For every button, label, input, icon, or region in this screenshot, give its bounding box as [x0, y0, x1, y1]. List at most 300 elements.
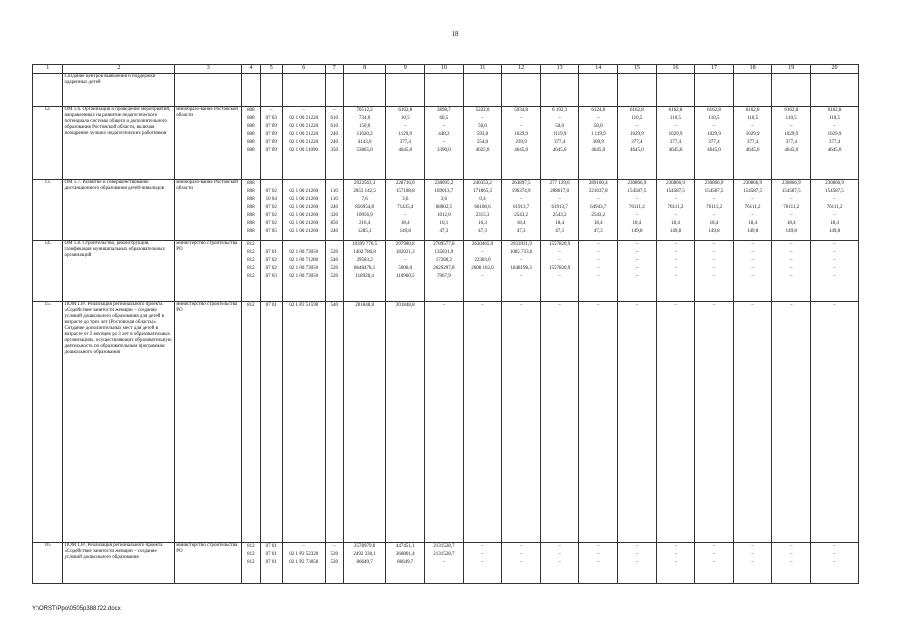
budget-table	[32, 64, 859, 584]
cell-value: 6 192,3	[552, 108, 568, 113]
value-cell	[325, 180, 343, 241]
value-cell	[772, 107, 811, 180]
cell-value: 1029,9	[514, 132, 528, 137]
table-row	[33, 543, 859, 584]
cell-value: 6162,8	[629, 108, 644, 113]
cell-value: 360801,4	[395, 552, 415, 557]
cell-value: 812	[247, 544, 255, 549]
cell-value: 812	[247, 274, 255, 279]
value-cell	[463, 241, 502, 302]
cell-value: 1402 786,8	[353, 250, 376, 255]
cell-value: 135031,9	[434, 250, 454, 255]
value-cell	[502, 107, 541, 180]
executor: министерство строительства РО	[175, 241, 242, 302]
cell-value: –	[751, 258, 754, 263]
cell-value: 520	[330, 274, 338, 279]
cell-value: –	[833, 197, 836, 202]
cell-value: 154587,5	[627, 189, 647, 194]
cell-value: 808	[247, 213, 255, 218]
cell-value: 4645,0	[707, 148, 721, 153]
value-cell	[772, 241, 811, 302]
cell-value: –	[674, 303, 677, 308]
value-cell	[502, 302, 541, 543]
value-cell	[618, 302, 657, 543]
cell-value: 2629297,8	[433, 266, 455, 271]
cell-value: 520	[330, 552, 338, 557]
cell-value: –	[597, 258, 600, 263]
column-header: 7	[325, 65, 343, 74]
value-cell	[425, 302, 464, 543]
cell-value: 238095,2	[434, 181, 454, 186]
cell-value: 812	[247, 258, 255, 263]
cell-value: –	[597, 560, 600, 565]
cell-value: –	[597, 552, 600, 557]
value-cell	[579, 302, 618, 543]
value-cell	[282, 241, 325, 302]
cell-value: 377,4	[631, 140, 643, 145]
cell-value: 07 05	[265, 229, 277, 234]
cell-value: 154587,5	[704, 189, 724, 194]
cell-value: 808	[247, 181, 255, 186]
cell-value: –	[712, 303, 716, 308]
cell-value: 110,5	[669, 116, 681, 121]
cell-value	[327, 180, 342, 188]
value-cell	[242, 543, 260, 584]
cell-value: 149,8	[828, 229, 841, 234]
value-cell	[343, 302, 386, 543]
cell-value: –	[674, 544, 677, 549]
footer-file-path: Y:\ORST\Ppo\0505p388.f22.docx	[32, 606, 121, 612]
cell-value: 808	[247, 132, 255, 137]
cell-value: 230866,9	[743, 181, 762, 186]
cell-value: –	[833, 266, 836, 271]
cell-value: 60,5	[439, 116, 449, 121]
value-cell	[463, 180, 502, 241]
cell-value: 110,5	[828, 116, 841, 121]
cell-value: 6162,8	[827, 108, 842, 113]
cell-value: 240	[330, 140, 338, 145]
cell-value: 1029,9	[629, 132, 644, 137]
value-cell	[579, 180, 618, 241]
value-cell	[772, 180, 811, 241]
cell-value: 1129,9	[398, 132, 413, 137]
cell-value: –	[712, 560, 716, 565]
cell-value: –	[674, 242, 677, 247]
cell-value: 240	[330, 229, 338, 234]
cell-value: –	[751, 266, 754, 271]
value-cell	[540, 241, 579, 302]
cell-value: 02 1 00 21260	[289, 221, 319, 226]
cell-value: 07 02	[265, 258, 277, 263]
cell-value: 110	[330, 197, 338, 202]
value-cell	[695, 302, 734, 543]
cell-value: 110	[330, 189, 338, 194]
value-cell	[656, 180, 695, 241]
cell-value: –	[751, 560, 754, 565]
cell-value: –	[789, 266, 793, 271]
cell-value: 5222,0	[475, 108, 490, 113]
cell-value: 4645,0	[745, 148, 760, 153]
cell-value: 07 09	[265, 140, 277, 145]
cell-value: 812	[247, 250, 255, 255]
cell-value: 07 01	[265, 544, 277, 549]
cell-value: 520	[330, 266, 338, 271]
cell-value: 169013,7	[434, 189, 454, 194]
cell-value: –	[833, 274, 836, 279]
cell-value: –	[635, 242, 639, 247]
value-cell	[325, 107, 343, 180]
cell-value: 812	[247, 560, 255, 565]
row-number: 12.	[33, 107, 63, 180]
cell-value: 110,5	[785, 116, 797, 121]
cell-value: 02 1 P2 51590	[289, 303, 319, 308]
value-cell	[282, 180, 325, 241]
value-cell	[343, 543, 386, 584]
value-cell	[242, 241, 260, 302]
cell-value: –	[833, 124, 836, 129]
cell-value: 02 1 00 73050	[289, 274, 319, 279]
cell-value: 3390,0	[437, 148, 451, 153]
cell-value: –	[481, 116, 484, 121]
value-cell	[656, 241, 695, 302]
cell-value: 47,3	[478, 229, 487, 234]
cell-value: –	[442, 124, 446, 129]
cell-value: –	[674, 552, 677, 557]
cell-value: –	[712, 213, 716, 218]
value-cell	[242, 107, 260, 180]
cell-value: –	[597, 242, 600, 247]
cell-value: 171865,3	[473, 189, 492, 194]
event-name: ОМ 1.6. Организация и проведение мероприятий, направленных на развитие педагогического потенциала системы общего и дополнительного образования Ростовской области, включая поощрение лучших педагогических работников	[63, 107, 175, 180]
cell-value: –	[558, 560, 561, 565]
cell-value: –	[789, 213, 793, 218]
cell-value: –	[519, 116, 523, 121]
cell-value: 07 02	[265, 213, 277, 218]
cell-value: 4645,0	[668, 148, 683, 153]
cell-value: –	[751, 552, 754, 557]
cell-value: 1012,0	[437, 213, 451, 218]
cell-value: –	[789, 544, 793, 549]
cell-value: –	[712, 197, 716, 202]
cell-value: 5934,8	[514, 108, 528, 113]
cell-value: 808	[247, 124, 255, 129]
cell-value: –	[833, 213, 836, 218]
value-cell	[425, 241, 464, 302]
cell-value: 277 129,6	[549, 181, 570, 186]
cell-value: 10,5	[400, 116, 410, 121]
cell-value: 02 1 00 11090	[289, 148, 318, 153]
cell-value: 808	[247, 205, 255, 210]
executor: министерство строительства РО	[175, 543, 242, 584]
cell-value: 1029,9	[827, 132, 842, 137]
event-name: ОМ 1.7. Развитие и совершенствование дистанционного образования детей-инвалидов	[63, 180, 175, 241]
value-cell	[242, 180, 260, 241]
cell-value: 812	[247, 552, 255, 557]
cell-value: 808	[247, 189, 255, 194]
value-cell	[733, 543, 772, 584]
cell-value: 1029,9	[784, 132, 799, 137]
cell-value: –	[751, 124, 754, 129]
cell-value: 18,4	[786, 221, 796, 226]
cell-value	[327, 241, 342, 249]
cell-value: 02 1 00 71280	[289, 258, 319, 263]
cell-value: –	[751, 274, 754, 279]
row-number: 13.	[33, 180, 63, 241]
cell-value: –	[519, 274, 523, 279]
value-cell	[325, 543, 343, 584]
event-name: ПОМ 1.8¹. Реализация регионального проекта «Содействие занятости женщин – создание условий дошкольного образования для детей в возрасте до трех лет (Ростовская область)». Создание дополнительных мест для детей в возрасте от 2 месяцев до 3 лет в образовательных организациях, осуществляющих образовательную деятельность по образовательным программам дошкольного образования	[63, 302, 175, 543]
column-header: 10	[425, 65, 464, 74]
cell-value: 02 1 00 21260	[289, 205, 319, 210]
cell-value: –	[789, 560, 793, 565]
cell-value: 239,9	[515, 140, 527, 145]
cell-value: 377,4	[554, 140, 566, 145]
cell-value: –	[519, 258, 523, 263]
cell-value: 22303,0	[474, 258, 491, 263]
cell-value: –	[789, 242, 793, 247]
cell-value: 76111,2	[744, 205, 761, 210]
cell-value: 1557820,9	[549, 242, 571, 247]
cell-value: –	[635, 266, 639, 271]
column-header: 11	[463, 65, 502, 74]
cell-value: –	[635, 258, 639, 263]
value-cell	[425, 543, 464, 584]
cell-value	[262, 180, 281, 188]
cell-value: 154587,5	[825, 189, 844, 194]
column-header: 3	[175, 65, 242, 74]
cell-value: –	[404, 213, 407, 218]
column-header: 9	[386, 65, 425, 74]
cell-value: –	[481, 552, 484, 557]
cell-value: –	[789, 250, 793, 255]
cell-value: 76111,2	[706, 205, 722, 210]
cell-value: 149,8	[785, 229, 797, 234]
cell-value: –	[597, 266, 600, 271]
cell-value: –	[404, 258, 407, 263]
cell-value: –	[674, 124, 677, 129]
cell-value: –	[519, 124, 523, 129]
cell-value: 2543,2	[552, 213, 567, 218]
column-header: 15	[618, 65, 657, 74]
cell-value: 808	[247, 148, 255, 153]
cell-value: 07 01	[265, 250, 277, 255]
value-cell	[811, 241, 859, 302]
column-header: 12	[502, 65, 541, 74]
cell-value: 17280,2	[435, 258, 452, 263]
column-header: 6	[282, 65, 325, 74]
cell-value: 808	[247, 197, 255, 202]
cell-value: 1119,9	[552, 132, 567, 137]
cell-value: 1029,9	[745, 132, 760, 137]
value-cell	[260, 107, 282, 180]
cell-value: 50,0	[593, 124, 603, 129]
cell-value: 8648478,1	[354, 266, 376, 271]
column-header: 16	[656, 65, 695, 74]
cell-value: 10399 776,5	[352, 242, 378, 247]
cell-value: –	[674, 213, 677, 218]
value-cell	[242, 302, 260, 543]
cell-value: 1029,9	[668, 132, 683, 137]
cell-value: 1557820,9	[549, 266, 571, 271]
cell-value: –	[635, 274, 639, 279]
value-cell	[343, 180, 386, 241]
column-header: 5	[260, 65, 282, 74]
cell-value: 149,8	[669, 229, 682, 234]
cell-value: 230866,9	[627, 181, 647, 186]
cell-value: 10 04	[265, 197, 277, 202]
cell-value: 6162,8	[707, 108, 721, 113]
cell-value: 4645,0	[514, 148, 528, 153]
event-name: ПОМ 1.8². Реализация регионального проекта «Содействие занятости женщин – создание условий дошкольного образования	[63, 543, 175, 584]
value-cell	[579, 107, 618, 180]
value-cell	[656, 543, 695, 584]
cell-value: 808	[247, 229, 255, 234]
cell-value: –	[481, 250, 484, 255]
value-cell	[260, 543, 282, 584]
value-cell	[502, 241, 541, 302]
cell-value	[284, 180, 324, 188]
value-cell	[618, 107, 657, 180]
cell-value: 1285,1	[357, 229, 372, 234]
cell-value: –	[302, 108, 305, 113]
cell-value: –	[404, 124, 407, 129]
cell-value: –	[789, 197, 793, 202]
cell-value: –	[519, 544, 523, 549]
column-header: 8	[343, 65, 386, 74]
cell-value: 7967,9	[437, 274, 451, 279]
cell-value: 16,3	[478, 221, 487, 226]
cell-value: –	[674, 266, 677, 271]
cell-value: 4645,0	[552, 148, 567, 153]
cell-value: 61913,7	[512, 205, 530, 210]
event-name: ОМ 1.8. Строительство, реконструкция, газификация муниципальных образовательных организаций	[63, 241, 175, 302]
cell-value: –	[712, 124, 716, 129]
cell-value: 07 01	[265, 560, 277, 565]
cell-value: –	[597, 544, 600, 549]
cell-value: –	[558, 116, 561, 121]
cell-value: 18,4	[748, 221, 757, 226]
cell-value: –	[712, 242, 716, 247]
cell-value: 734,0	[359, 116, 371, 121]
cell-value: 07 01	[265, 303, 277, 308]
cell-value: 230866,9	[666, 181, 685, 186]
value-cell	[425, 107, 464, 180]
value-cell	[325, 241, 343, 302]
cell-value: 240353,2	[473, 181, 492, 186]
value-cell	[695, 543, 734, 584]
cell-value: 07 02	[265, 189, 277, 194]
cell-value: 6162,8	[398, 108, 413, 113]
value-cell	[463, 107, 502, 180]
cell-value: –	[751, 544, 754, 549]
cell-value: 4025,0	[475, 148, 490, 153]
cell-value: –	[597, 116, 600, 121]
table-row	[33, 302, 859, 543]
value-cell	[733, 302, 772, 543]
cell-value: 07 02	[265, 205, 277, 210]
cell-value: 297980,8	[395, 242, 415, 247]
cell-value: 808	[247, 140, 255, 145]
cell-value: 2131528,7	[433, 552, 455, 557]
value-cell	[733, 241, 772, 302]
cell-value: 02 1 00 21220	[289, 140, 319, 145]
cell-value: –	[481, 303, 484, 308]
cell-value: 230866,9	[704, 181, 724, 186]
cell-value: 221637,8	[588, 189, 608, 194]
cell-value: 154587,5	[743, 189, 762, 194]
cell-value: 18,4	[632, 221, 642, 226]
cell-value: 208617,0	[550, 189, 570, 194]
cell-value: –	[597, 303, 600, 308]
value-cell	[695, 180, 734, 241]
value-cell	[343, 241, 386, 302]
cell-value: –	[558, 250, 561, 255]
cell-value: 18,4	[709, 221, 719, 226]
cell-value: –	[712, 274, 716, 279]
cell-value: –	[635, 213, 639, 218]
cell-value: –	[751, 197, 754, 202]
cell-value: 71435,4	[397, 205, 414, 210]
cell-value: 6162,8	[745, 108, 760, 113]
cell-value: –	[269, 108, 273, 113]
cell-value: –	[597, 250, 600, 255]
cell-value: 4645,0	[827, 148, 842, 153]
value-cell	[540, 543, 579, 584]
cell-value: 808	[247, 221, 255, 226]
cell-value: 230866,9	[781, 181, 801, 186]
executor: министерство строительства РО	[175, 302, 242, 543]
table-row	[33, 180, 859, 241]
row-number: 14.	[33, 241, 63, 302]
cell-value: 02 1 00 21220	[289, 132, 319, 137]
cell-value: 4143,0	[357, 140, 372, 145]
cell-value: 07 01	[265, 552, 277, 557]
cell-value: 540	[330, 303, 338, 308]
cell-value: 2789577,8	[433, 242, 455, 247]
cell-value: –	[789, 124, 793, 129]
cell-value: 18,4	[516, 221, 526, 226]
cell-value: 2578979,8	[354, 544, 376, 549]
cell-value	[284, 241, 324, 249]
cell-value: 216,4	[359, 221, 371, 226]
cell-value: –	[833, 303, 836, 308]
continuation-row	[33, 74, 859, 107]
value-cell	[811, 180, 859, 241]
cell-value: 02 1 00 21220	[289, 116, 319, 121]
cell-value: –	[519, 303, 523, 308]
cell-value: 2922563,3	[354, 181, 376, 186]
cell-value: –	[519, 552, 523, 557]
cell-value: 377,4	[399, 140, 411, 145]
cell-value: –	[558, 274, 561, 279]
cell-value: –	[597, 197, 600, 202]
column-header: 20	[811, 65, 859, 74]
cell-value: 610	[330, 124, 338, 129]
cell-value: 47,3	[516, 229, 526, 234]
cell-value: –	[751, 213, 754, 218]
cell-value: 812	[247, 266, 255, 271]
cell-value: 6124,8	[591, 108, 606, 113]
cell-value: 520	[330, 250, 338, 255]
cell-value: 240	[330, 205, 338, 210]
cell-value: 02 1 00 21260	[289, 213, 319, 218]
value-cell	[343, 107, 386, 180]
cell-value: –	[712, 258, 716, 263]
cell-value: 228716,0	[395, 181, 415, 186]
cell-value: –	[558, 544, 561, 549]
cell-value: 1029,9	[707, 132, 721, 137]
cell-value: –	[833, 250, 836, 255]
